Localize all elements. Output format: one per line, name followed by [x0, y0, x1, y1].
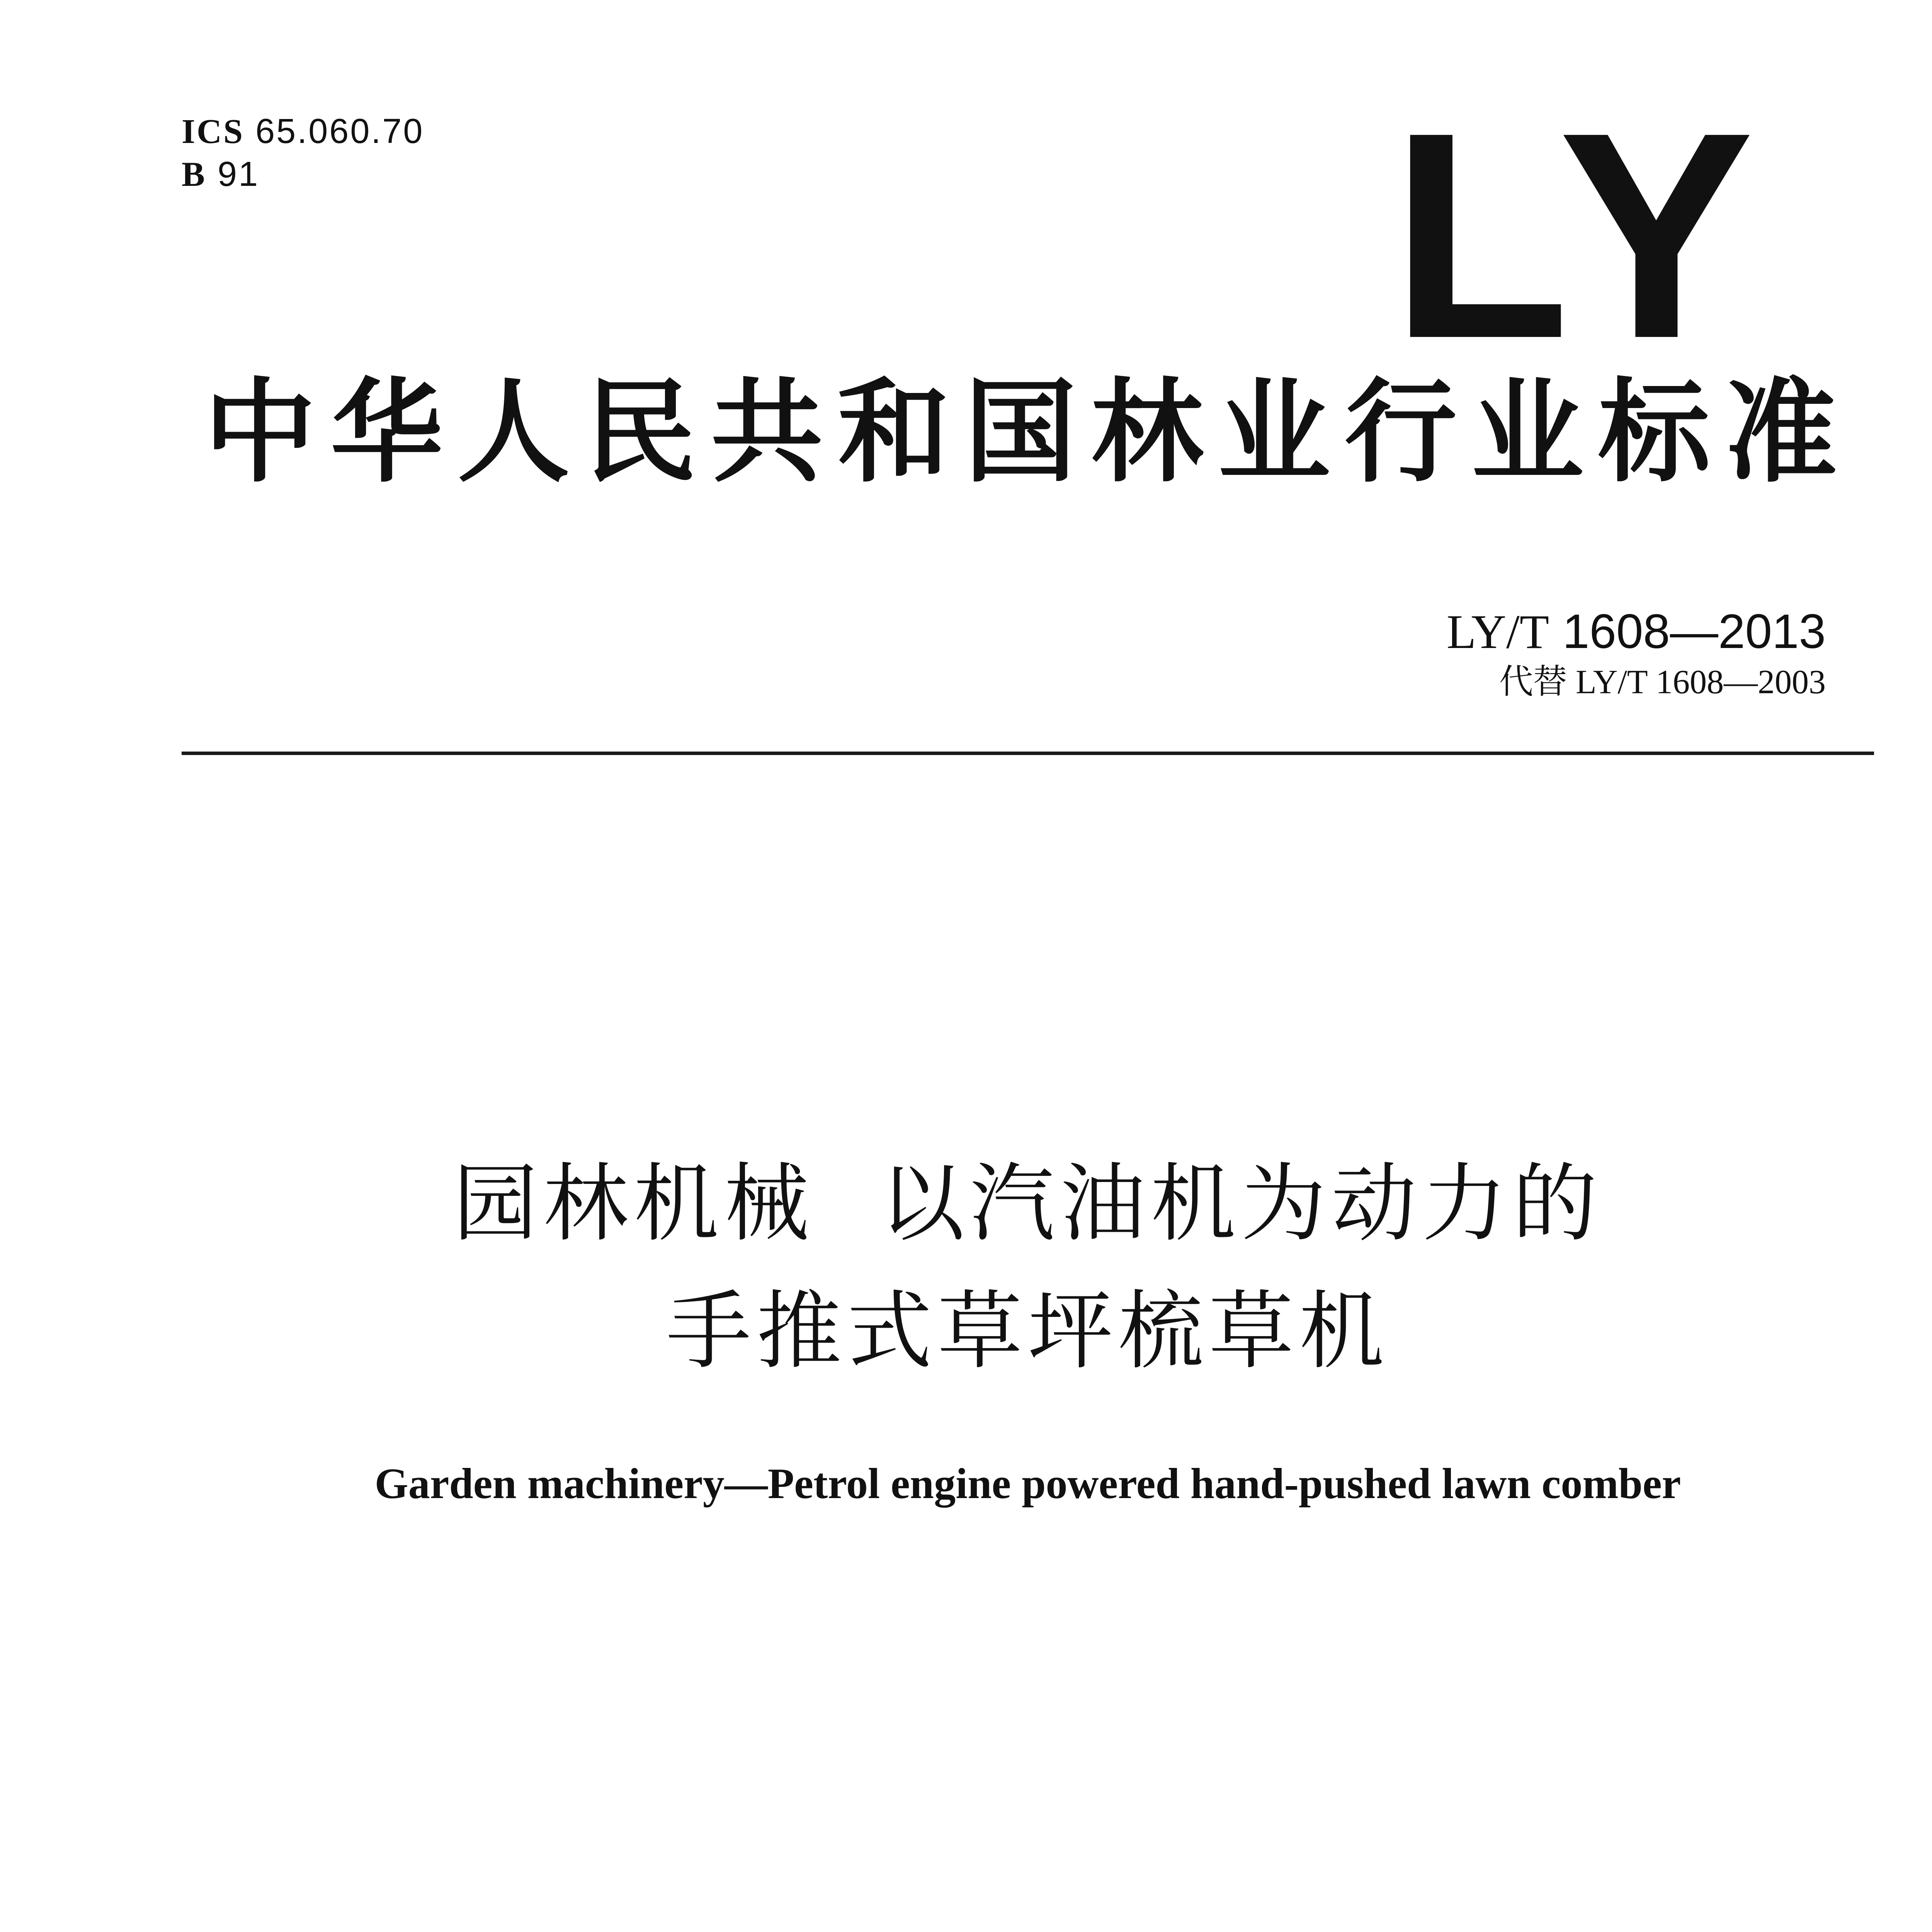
standard-code-prefix: LY/T — [1446, 605, 1549, 659]
standard-code-number: 1608—2013 — [1562, 605, 1826, 658]
classification-codes — [182, 110, 424, 196]
ics-code: ICS 65.060.70 — [182, 112, 424, 151]
standard-code-block — [1447, 603, 1826, 704]
chinese-title-line-1: 园林机械 以汽油机为动力的 — [453, 1154, 1603, 1253]
chinese-title-line-2: 手推式草坪梳草机 — [666, 1282, 1389, 1381]
standard-code — [1447, 603, 1826, 661]
chinese-title — [182, 1140, 1874, 1395]
standard-category-title: 中华人民共和国林业行业标准 — [204, 367, 1852, 498]
top-divider — [182, 752, 1874, 755]
english-title: Garden machinery—Petrol engine powered hand-pushed lawn comber — [374, 1460, 1681, 1508]
ccs-code-text: 91 — [218, 155, 260, 194]
ics-code-text: 65.060.70 — [255, 112, 424, 151]
standard-logo: LY — [1390, 71, 1770, 400]
ccs-code: B 91 — [182, 155, 260, 194]
replaces-code: 代替 LY/T 1608—2003 — [1499, 663, 1826, 701]
